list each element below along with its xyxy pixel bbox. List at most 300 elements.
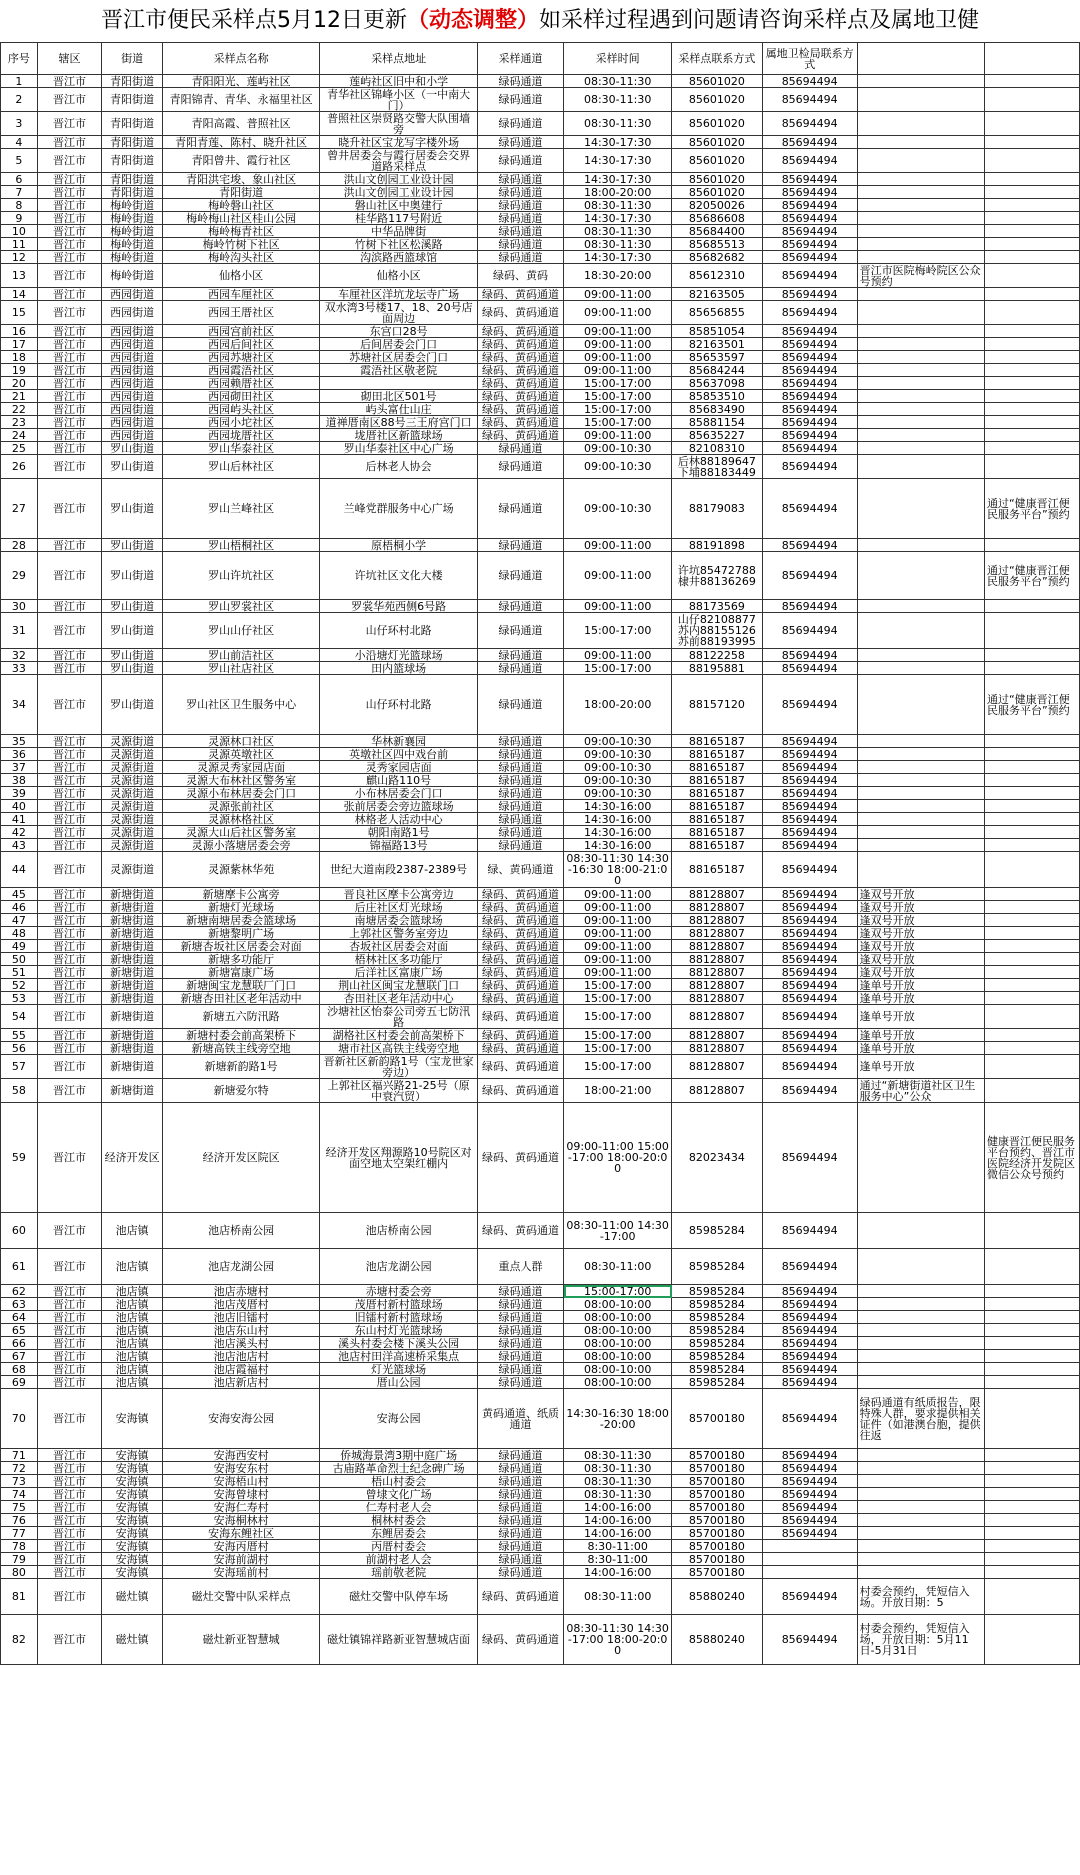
cell-site-contact[interactable]: 85985284 bbox=[672, 1285, 763, 1298]
cell-site-contact[interactable]: 85985284 bbox=[672, 1311, 763, 1324]
cell-time[interactable]: 09:00-11:00 15:00-17:00 18:00-20:00 bbox=[564, 1103, 672, 1213]
cell-channel[interactable]: 绿码通道 bbox=[477, 600, 563, 613]
cell-health-contact[interactable]: 85694494 bbox=[762, 539, 857, 552]
cell-site-name[interactable]: 经济开发区院区 bbox=[162, 1103, 320, 1213]
cell-health-contact[interactable]: 85694494 bbox=[762, 1363, 857, 1376]
cell-site-address[interactable]: 桐林村委会 bbox=[320, 1514, 478, 1527]
cell-row-index[interactable]: 37 bbox=[1, 761, 38, 774]
cell-site-contact[interactable]: 85601020 bbox=[672, 173, 763, 186]
cell-site-name[interactable]: 梅岭沟头社区 bbox=[162, 251, 320, 264]
cell-street[interactable]: 灵源街道 bbox=[102, 826, 162, 839]
cell-district[interactable]: 晋江市 bbox=[37, 979, 102, 992]
cell-district[interactable]: 晋江市 bbox=[37, 186, 102, 199]
cell-health-contact[interactable]: 85694494 bbox=[762, 1350, 857, 1363]
cell-extra[interactable] bbox=[984, 600, 1079, 613]
cell-channel[interactable]: 绿码通道 bbox=[477, 675, 563, 735]
cell-note[interactable]: 逢双号开放 bbox=[857, 940, 984, 953]
cell-row-index[interactable]: 7 bbox=[1, 186, 38, 199]
cell-health-contact[interactable]: 85694494 bbox=[762, 1449, 857, 1462]
cell-site-name[interactable]: 西园小坨社区 bbox=[162, 416, 320, 429]
cell-note[interactable] bbox=[857, 251, 984, 264]
cell-extra[interactable] bbox=[984, 1324, 1079, 1337]
cell-site-name[interactable]: 安海仁寿村 bbox=[162, 1501, 320, 1514]
cell-street[interactable]: 西园街道 bbox=[102, 288, 162, 301]
cell-row-index[interactable]: 2 bbox=[1, 88, 38, 112]
cell-health-contact[interactable]: 85694494 bbox=[762, 774, 857, 787]
cell-channel[interactable]: 绿码、黄码通道 bbox=[477, 1079, 563, 1103]
cell-site-contact[interactable]: 85700180 bbox=[672, 1540, 763, 1553]
cell-note[interactable] bbox=[857, 1553, 984, 1566]
cell-channel[interactable]: 绿码通道 bbox=[477, 225, 563, 238]
cell-site-contact[interactable]: 88128807 bbox=[672, 940, 763, 953]
cell-time[interactable]: 09:00-11:00 bbox=[564, 301, 672, 325]
cell-extra[interactable] bbox=[984, 761, 1079, 774]
cell-site-address[interactable]: 普照社区崇贤路交警大队围墙旁 bbox=[320, 112, 478, 136]
cell-extra[interactable] bbox=[984, 852, 1079, 888]
cell-note[interactable]: 逢双号开放 bbox=[857, 901, 984, 914]
cell-time[interactable]: 14:00-16:00 bbox=[564, 1527, 672, 1540]
cell-site-name[interactable]: 新塘高铁主线旁空地 bbox=[162, 1042, 320, 1055]
cell-street[interactable]: 罗山街道 bbox=[102, 600, 162, 613]
cell-district[interactable]: 晋江市 bbox=[37, 429, 102, 442]
cell-street[interactable]: 罗山街道 bbox=[102, 675, 162, 735]
cell-site-name[interactable]: 梅岭磐山社区 bbox=[162, 199, 320, 212]
cell-site-contact[interactable]: 88165187 bbox=[672, 839, 763, 852]
cell-district[interactable]: 晋江市 bbox=[37, 1389, 102, 1449]
cell-site-name[interactable]: 西园垅厝社区 bbox=[162, 429, 320, 442]
cell-channel[interactable]: 绿码、黄码通道 bbox=[477, 377, 563, 390]
cell-site-contact[interactable]: 85637098 bbox=[672, 377, 763, 390]
cell-district[interactable]: 晋江市 bbox=[37, 149, 102, 173]
cell-site-name[interactable]: 新塘村委会前高架桥下 bbox=[162, 1029, 320, 1042]
cell-note[interactable] bbox=[857, 1540, 984, 1553]
cell-site-contact[interactable]: 85612310 bbox=[672, 264, 763, 288]
cell-site-address[interactable]: 上郭社区福兴路21-25号（原中衰汽贸） bbox=[320, 1079, 478, 1103]
cell-row-index[interactable]: 76 bbox=[1, 1514, 38, 1527]
cell-channel[interactable]: 绿码、黄码通道 bbox=[477, 403, 563, 416]
cell-health-contact[interactable]: 85694494 bbox=[762, 429, 857, 442]
cell-row-index[interactable]: 3 bbox=[1, 112, 38, 136]
cell-site-address[interactable]: 古庙路革命烈士纪念碑广场 bbox=[320, 1462, 478, 1475]
cell-site-contact[interactable]: 88128807 bbox=[672, 888, 763, 901]
cell-district[interactable]: 晋江市 bbox=[37, 787, 102, 800]
cell-extra[interactable] bbox=[984, 1213, 1079, 1249]
cell-site-address[interactable]: 双水湾3号楼17、18、20号店面周边 bbox=[320, 301, 478, 325]
cell-health-contact[interactable]: 85694494 bbox=[762, 1514, 857, 1527]
cell-site-address[interactable]: 杏田社区老年活动中心 bbox=[320, 992, 478, 1005]
cell-site-name[interactable]: 罗山华泰社区 bbox=[162, 442, 320, 455]
cell-district[interactable]: 晋江市 bbox=[37, 852, 102, 888]
cell-site-name[interactable]: 罗山兰峰社区 bbox=[162, 479, 320, 539]
cell-health-contact[interactable]: 85694494 bbox=[762, 1488, 857, 1501]
cell-health-contact[interactable]: 85694494 bbox=[762, 238, 857, 251]
cell-note[interactable]: 逢单号开放 bbox=[857, 1029, 984, 1042]
cell-site-name[interactable]: 西园砌田社区 bbox=[162, 390, 320, 403]
cell-site-contact[interactable]: 88165187 bbox=[672, 826, 763, 839]
cell-extra[interactable] bbox=[984, 927, 1079, 940]
cell-site-name[interactable]: 青阳曾井、霞行社区 bbox=[162, 149, 320, 173]
cell-site-contact[interactable]: 88165187 bbox=[672, 735, 763, 748]
cell-row-index[interactable]: 66 bbox=[1, 1337, 38, 1350]
cell-channel[interactable]: 绿码通道 bbox=[477, 1337, 563, 1350]
cell-extra[interactable] bbox=[984, 1579, 1079, 1615]
cell-row-index[interactable]: 80 bbox=[1, 1566, 38, 1579]
cell-district[interactable]: 晋江市 bbox=[37, 351, 102, 364]
cell-site-address[interactable]: 华林新襄园 bbox=[320, 735, 478, 748]
cell-channel[interactable]: 绿码通道 bbox=[477, 662, 563, 675]
cell-channel[interactable]: 绿码、黄码通道 bbox=[477, 888, 563, 901]
cell-row-index[interactable]: 32 bbox=[1, 649, 38, 662]
cell-extra[interactable] bbox=[984, 1449, 1079, 1462]
cell-site-contact[interactable]: 82050026 bbox=[672, 199, 763, 212]
cell-time[interactable]: 09:00-10:30 bbox=[564, 455, 672, 479]
cell-site-name[interactable]: 青阳阳光、莲屿社区 bbox=[162, 75, 320, 88]
cell-street[interactable]: 新塘街道 bbox=[102, 992, 162, 1005]
cell-district[interactable]: 晋江市 bbox=[37, 901, 102, 914]
cell-note[interactable] bbox=[857, 539, 984, 552]
cell-street[interactable]: 青阳街道 bbox=[102, 136, 162, 149]
cell-site-contact[interactable]: 85700180 bbox=[672, 1501, 763, 1514]
cell-time[interactable]: 09:00-11:00 bbox=[564, 338, 672, 351]
cell-note[interactable] bbox=[857, 1337, 984, 1350]
cell-site-address[interactable]: 张前居委会旁边篮球场 bbox=[320, 800, 478, 813]
cell-extra[interactable] bbox=[984, 940, 1079, 953]
cell-note[interactable] bbox=[857, 852, 984, 888]
cell-street[interactable]: 梅岭街道 bbox=[102, 212, 162, 225]
cell-channel[interactable]: 绿码通道 bbox=[477, 1350, 563, 1363]
cell-row-index[interactable]: 11 bbox=[1, 238, 38, 251]
cell-site-address[interactable]: 桂华路117号附近 bbox=[320, 212, 478, 225]
cell-time[interactable]: 15:00-17:00 bbox=[564, 1005, 672, 1029]
cell-note[interactable] bbox=[857, 173, 984, 186]
cell-time[interactable]: 08:30-11:30 bbox=[564, 238, 672, 251]
cell-site-address[interactable]: 中华品牌街 bbox=[320, 225, 478, 238]
cell-health-contact[interactable]: 85694494 bbox=[762, 1213, 857, 1249]
cell-street[interactable]: 新塘街道 bbox=[102, 953, 162, 966]
cell-time[interactable]: 09:00-10:30 bbox=[564, 748, 672, 761]
cell-channel[interactable]: 绿码、黄码通道 bbox=[477, 390, 563, 403]
cell-health-contact[interactable]: 85694494 bbox=[762, 264, 857, 288]
cell-site-contact[interactable]: 85685513 bbox=[672, 238, 763, 251]
cell-site-address[interactable]: 东宫口28号 bbox=[320, 325, 478, 338]
cell-channel[interactable]: 绿码通道 bbox=[477, 1553, 563, 1566]
cell-site-address[interactable]: 池店桥南公园 bbox=[320, 1213, 478, 1249]
cell-site-name[interactable]: 西园霞浯社区 bbox=[162, 364, 320, 377]
cell-district[interactable]: 晋江市 bbox=[37, 1213, 102, 1249]
cell-extra[interactable] bbox=[984, 225, 1079, 238]
cell-time[interactable]: 8:30-11:00 bbox=[564, 1553, 672, 1566]
cell-site-name[interactable]: 灵源英墩社区 bbox=[162, 748, 320, 761]
cell-site-contact[interactable]: 85985284 bbox=[672, 1350, 763, 1363]
cell-note[interactable] bbox=[857, 1363, 984, 1376]
cell-row-index[interactable]: 36 bbox=[1, 748, 38, 761]
cell-time[interactable]: 15:00-17:00 bbox=[564, 377, 672, 390]
cell-channel[interactable]: 绿、黄码通道 bbox=[477, 852, 563, 888]
cell-site-address[interactable]: 许坑社区文化大楼 bbox=[320, 552, 478, 600]
cell-health-contact[interactable]: 85694494 bbox=[762, 1376, 857, 1389]
cell-site-name[interactable]: 安海梧山村 bbox=[162, 1475, 320, 1488]
cell-time[interactable]: 09:00-11:00 bbox=[564, 940, 672, 953]
cell-extra[interactable] bbox=[984, 1488, 1079, 1501]
cell-row-index[interactable]: 25 bbox=[1, 442, 38, 455]
cell-extra[interactable] bbox=[984, 351, 1079, 364]
cell-channel[interactable]: 绿码通道 bbox=[477, 826, 563, 839]
cell-health-contact[interactable]: 85694494 bbox=[762, 288, 857, 301]
cell-health-contact[interactable]: 85694494 bbox=[762, 455, 857, 479]
cell-site-contact[interactable]: 85881154 bbox=[672, 416, 763, 429]
cell-site-address[interactable]: 田内篮球场 bbox=[320, 662, 478, 675]
cell-street[interactable]: 新塘街道 bbox=[102, 1029, 162, 1042]
cell-time[interactable]: 15:00-17:00 bbox=[564, 613, 672, 649]
cell-site-contact[interactable]: 85851054 bbox=[672, 325, 763, 338]
cell-site-address[interactable]: 青华社区锦峰小区（一中南大门） bbox=[320, 88, 478, 112]
cell-site-name[interactable]: 青阳洪宅埈、象山社区 bbox=[162, 173, 320, 186]
cell-extra[interactable] bbox=[984, 1389, 1079, 1449]
cell-time[interactable]: 08:30-11:30 bbox=[564, 75, 672, 88]
cell-time[interactable]: 09:00-11:00 bbox=[564, 325, 672, 338]
cell-site-name[interactable]: 罗山后林社区 bbox=[162, 455, 320, 479]
cell-channel[interactable]: 绿码通道 bbox=[477, 1363, 563, 1376]
cell-note[interactable]: 晋江市医院梅岭院区公众号预约 bbox=[857, 264, 984, 288]
cell-row-index[interactable]: 50 bbox=[1, 953, 38, 966]
cell-extra[interactable] bbox=[984, 914, 1079, 927]
cell-street[interactable]: 灵源街道 bbox=[102, 852, 162, 888]
cell-channel[interactable]: 绿码通道 bbox=[477, 613, 563, 649]
cell-health-contact[interactable]: 85694494 bbox=[762, 839, 857, 852]
cell-district[interactable]: 晋江市 bbox=[37, 377, 102, 390]
cell-extra[interactable] bbox=[984, 1311, 1079, 1324]
cell-street[interactable]: 新塘街道 bbox=[102, 1079, 162, 1103]
cell-note[interactable]: 逢单号开放 bbox=[857, 1005, 984, 1029]
cell-site-address[interactable]: 磁灶镇锦祥路新亚智慧城店面 bbox=[320, 1615, 478, 1665]
cell-row-index[interactable]: 1 bbox=[1, 75, 38, 88]
cell-note[interactable] bbox=[857, 1488, 984, 1501]
cell-site-name[interactable]: 池店溪头村 bbox=[162, 1337, 320, 1350]
cell-channel[interactable]: 绿码通道 bbox=[477, 1514, 563, 1527]
cell-row-index[interactable]: 81 bbox=[1, 1579, 38, 1615]
cell-site-name[interactable]: 新塘黎明广场 bbox=[162, 927, 320, 940]
cell-district[interactable]: 晋江市 bbox=[37, 1350, 102, 1363]
cell-channel[interactable]: 绿码通道 bbox=[477, 251, 563, 264]
cell-district[interactable]: 晋江市 bbox=[37, 800, 102, 813]
cell-health-contact[interactable]: 85694494 bbox=[762, 552, 857, 600]
cell-channel[interactable]: 绿码、黄码通道 bbox=[477, 1213, 563, 1249]
cell-time[interactable]: 08:30-11:30 bbox=[564, 1462, 672, 1475]
cell-time[interactable]: 14:30-16:00 bbox=[564, 813, 672, 826]
cell-site-name[interactable]: 磁灶交警中队采样点 bbox=[162, 1579, 320, 1615]
cell-site-name[interactable]: 灵源紫林华苑 bbox=[162, 852, 320, 888]
cell-site-contact[interactable]: 82163501 bbox=[672, 338, 763, 351]
cell-time[interactable]: 09:00-11:00 bbox=[564, 966, 672, 979]
cell-time[interactable]: 09:00-10:30 bbox=[564, 761, 672, 774]
cell-health-contact[interactable]: 85694494 bbox=[762, 251, 857, 264]
cell-site-address[interactable]: 梧林社区多功能厅 bbox=[320, 953, 478, 966]
cell-site-address[interactable]: 厝山公园 bbox=[320, 1376, 478, 1389]
cell-extra[interactable] bbox=[984, 979, 1079, 992]
cell-site-name[interactable]: 新塘闽宝龙慧联厂门口 bbox=[162, 979, 320, 992]
cell-site-contact[interactable]: 许坑85472788 棣井88136269 bbox=[672, 552, 763, 600]
cell-street[interactable]: 梅岭街道 bbox=[102, 238, 162, 251]
cell-time[interactable]: 09:00-10:30 bbox=[564, 735, 672, 748]
cell-row-index[interactable]: 19 bbox=[1, 364, 38, 377]
cell-street[interactable]: 磁灶镇 bbox=[102, 1579, 162, 1615]
cell-district[interactable]: 晋江市 bbox=[37, 761, 102, 774]
cell-extra[interactable] bbox=[984, 1501, 1079, 1514]
cell-site-name[interactable]: 罗山罗裳社区 bbox=[162, 600, 320, 613]
cell-site-contact[interactable]: 88128807 bbox=[672, 992, 763, 1005]
cell-health-contact[interactable]: 85694494 bbox=[762, 1324, 857, 1337]
cell-extra[interactable]: 健康晋江便民服务平台预约、晋江市医院经济开发院区微信公众号预约 bbox=[984, 1103, 1079, 1213]
cell-extra[interactable] bbox=[984, 774, 1079, 787]
cell-health-contact[interactable]: 85694494 bbox=[762, 479, 857, 539]
cell-note[interactable]: 逢双号开放 bbox=[857, 914, 984, 927]
cell-site-address[interactable]: 罗裳华苑西侧6号路 bbox=[320, 600, 478, 613]
cell-row-index[interactable]: 41 bbox=[1, 813, 38, 826]
cell-channel[interactable]: 绿码通道 bbox=[477, 1324, 563, 1337]
cell-site-contact[interactable]: 后林88189647 下埔88183449 bbox=[672, 455, 763, 479]
cell-district[interactable]: 晋江市 bbox=[37, 735, 102, 748]
cell-street[interactable]: 新塘街道 bbox=[102, 1055, 162, 1079]
cell-site-name[interactable]: 青阳锦青、青华、永福里社区 bbox=[162, 88, 320, 112]
cell-channel[interactable]: 绿码、黄码通道 bbox=[477, 1103, 563, 1213]
cell-site-address[interactable]: 小沿塘灯光篮球场 bbox=[320, 649, 478, 662]
cell-row-index[interactable]: 14 bbox=[1, 288, 38, 301]
cell-health-contact[interactable]: 85694494 bbox=[762, 186, 857, 199]
cell-site-name[interactable]: 池店龙湖公园 bbox=[162, 1249, 320, 1285]
cell-channel[interactable]: 绿码通道 bbox=[477, 774, 563, 787]
cell-site-address[interactable]: 前湖村老人会 bbox=[320, 1553, 478, 1566]
cell-site-name[interactable]: 安海桐林村 bbox=[162, 1514, 320, 1527]
cell-time[interactable]: 08:00-10:00 bbox=[564, 1337, 672, 1350]
cell-time[interactable]: 08:00-10:00 bbox=[564, 1311, 672, 1324]
cell-time[interactable]: 09:00-11:00 bbox=[564, 429, 672, 442]
cell-site-contact[interactable]: 85985284 bbox=[672, 1324, 763, 1337]
cell-site-address[interactable]: 世纪大道南段2387-2389号 bbox=[320, 852, 478, 888]
cell-extra[interactable] bbox=[984, 403, 1079, 416]
cell-district[interactable]: 晋江市 bbox=[37, 136, 102, 149]
cell-channel[interactable]: 绿码通道 bbox=[477, 748, 563, 761]
cell-site-address[interactable]: 晋良社区摩卡公寓旁边 bbox=[320, 888, 478, 901]
cell-note[interactable]: 逢单号开放 bbox=[857, 1055, 984, 1079]
cell-street[interactable]: 灵源街道 bbox=[102, 735, 162, 748]
cell-channel[interactable]: 绿码通道 bbox=[477, 149, 563, 173]
cell-health-contact[interactable]: 85694494 bbox=[762, 649, 857, 662]
cell-site-contact[interactable]: 88128807 bbox=[672, 927, 763, 940]
cell-time[interactable]: 18:00-21:00 bbox=[564, 1079, 672, 1103]
cell-site-name[interactable]: 灵源小落塘居委会旁 bbox=[162, 839, 320, 852]
cell-street[interactable]: 安海镇 bbox=[102, 1514, 162, 1527]
cell-site-name[interactable]: 灵源张前社区 bbox=[162, 800, 320, 813]
cell-street[interactable]: 西园街道 bbox=[102, 403, 162, 416]
cell-time[interactable]: 09:00-11:00 bbox=[564, 914, 672, 927]
cell-district[interactable]: 晋江市 bbox=[37, 826, 102, 839]
cell-street[interactable]: 新塘街道 bbox=[102, 888, 162, 901]
cell-note[interactable] bbox=[857, 1475, 984, 1488]
cell-site-name[interactable]: 罗山前洁社区 bbox=[162, 649, 320, 662]
cell-site-contact[interactable]: 85601020 bbox=[672, 149, 763, 173]
cell-street[interactable]: 青阳街道 bbox=[102, 173, 162, 186]
cell-note[interactable] bbox=[857, 1249, 984, 1285]
cell-row-index[interactable]: 49 bbox=[1, 940, 38, 953]
cell-district[interactable]: 晋江市 bbox=[37, 839, 102, 852]
cell-row-index[interactable]: 35 bbox=[1, 735, 38, 748]
cell-district[interactable]: 晋江市 bbox=[37, 888, 102, 901]
cell-site-contact[interactable]: 85700180 bbox=[672, 1475, 763, 1488]
cell-row-index[interactable]: 22 bbox=[1, 403, 38, 416]
cell-district[interactable]: 晋江市 bbox=[37, 927, 102, 940]
cell-row-index[interactable]: 23 bbox=[1, 416, 38, 429]
cell-site-address[interactable]: 兰峰党群服务中心广场 bbox=[320, 479, 478, 539]
cell-street[interactable]: 西园街道 bbox=[102, 377, 162, 390]
cell-note[interactable] bbox=[857, 1350, 984, 1363]
cell-health-contact[interactable]: 85694494 bbox=[762, 1285, 857, 1298]
cell-extra[interactable] bbox=[984, 787, 1079, 800]
cell-site-address[interactable]: 东山村灯光篮球场 bbox=[320, 1324, 478, 1337]
cell-street[interactable]: 西园街道 bbox=[102, 364, 162, 377]
cell-site-name[interactable]: 安海西安村 bbox=[162, 1449, 320, 1462]
cell-row-index[interactable]: 24 bbox=[1, 429, 38, 442]
cell-district[interactable]: 晋江市 bbox=[37, 1376, 102, 1389]
cell-street[interactable]: 西园街道 bbox=[102, 429, 162, 442]
cell-site-address[interactable]: 小布林居委会门口 bbox=[320, 787, 478, 800]
cell-site-address[interactable]: 道禅厝南区88号三王府宫门口 bbox=[320, 416, 478, 429]
cell-extra[interactable] bbox=[984, 199, 1079, 212]
cell-extra[interactable] bbox=[984, 325, 1079, 338]
cell-site-address[interactable]: 车厘社区洋坑龙坛寺广场 bbox=[320, 288, 478, 301]
cell-site-address[interactable]: 南塘居委会篮球场 bbox=[320, 914, 478, 927]
cell-street[interactable]: 梅岭街道 bbox=[102, 251, 162, 264]
cell-channel[interactable]: 绿码通道 bbox=[477, 735, 563, 748]
cell-site-contact[interactable]: 85684400 bbox=[672, 225, 763, 238]
cell-time[interactable]: 14:30-17:30 bbox=[564, 149, 672, 173]
cell-site-contact[interactable]: 85682682 bbox=[672, 251, 763, 264]
cell-row-index[interactable]: 47 bbox=[1, 914, 38, 927]
cell-site-contact[interactable]: 85601020 bbox=[672, 88, 763, 112]
cell-note[interactable] bbox=[857, 735, 984, 748]
cell-row-index[interactable]: 79 bbox=[1, 1553, 38, 1566]
cell-site-address[interactable]: 曾井居委会与霞行居委会交界道路采样点 bbox=[320, 149, 478, 173]
cell-district[interactable]: 晋江市 bbox=[37, 1324, 102, 1337]
cell-site-name[interactable]: 新塘多功能厅 bbox=[162, 953, 320, 966]
cell-extra[interactable] bbox=[984, 1462, 1079, 1475]
cell-district[interactable]: 晋江市 bbox=[37, 1553, 102, 1566]
cell-site-contact[interactable]: 山仔82108877 苏内88155126 苏前88193995 bbox=[672, 613, 763, 649]
cell-row-index[interactable]: 26 bbox=[1, 455, 38, 479]
cell-channel[interactable]: 绿码通道 bbox=[477, 1540, 563, 1553]
cell-site-name[interactable]: 西园屿头社区 bbox=[162, 403, 320, 416]
cell-row-index[interactable]: 33 bbox=[1, 662, 38, 675]
cell-channel[interactable]: 绿码通道 bbox=[477, 1501, 563, 1514]
cell-extra[interactable] bbox=[984, 75, 1079, 88]
cell-channel[interactable]: 绿码通道 bbox=[477, 1311, 563, 1324]
cell-district[interactable]: 晋江市 bbox=[37, 992, 102, 1005]
cell-district[interactable]: 晋江市 bbox=[37, 1103, 102, 1213]
cell-note[interactable] bbox=[857, 186, 984, 199]
cell-health-contact[interactable]: 85694494 bbox=[762, 1298, 857, 1311]
cell-row-index[interactable]: 39 bbox=[1, 787, 38, 800]
cell-row-index[interactable]: 6 bbox=[1, 173, 38, 186]
cell-health-contact[interactable]: 85694494 bbox=[762, 1249, 857, 1285]
cell-site-address[interactable]: 沙塘社区怡泰公司旁五七防汛路 bbox=[320, 1005, 478, 1029]
cell-site-address[interactable]: 砌田北区501号 bbox=[320, 390, 478, 403]
cell-site-address[interactable]: 后洋社区富康广场 bbox=[320, 966, 478, 979]
cell-time[interactable]: 09:00-11:00 bbox=[564, 888, 672, 901]
cell-district[interactable]: 晋江市 bbox=[37, 88, 102, 112]
cell-district[interactable]: 晋江市 bbox=[37, 338, 102, 351]
cell-site-address[interactable]: 上郭社区警务室旁边 bbox=[320, 927, 478, 940]
cell-time[interactable]: 14:00-16:00 bbox=[564, 1566, 672, 1579]
cell-site-address[interactable]: 池店龙湖公园 bbox=[320, 1249, 478, 1285]
